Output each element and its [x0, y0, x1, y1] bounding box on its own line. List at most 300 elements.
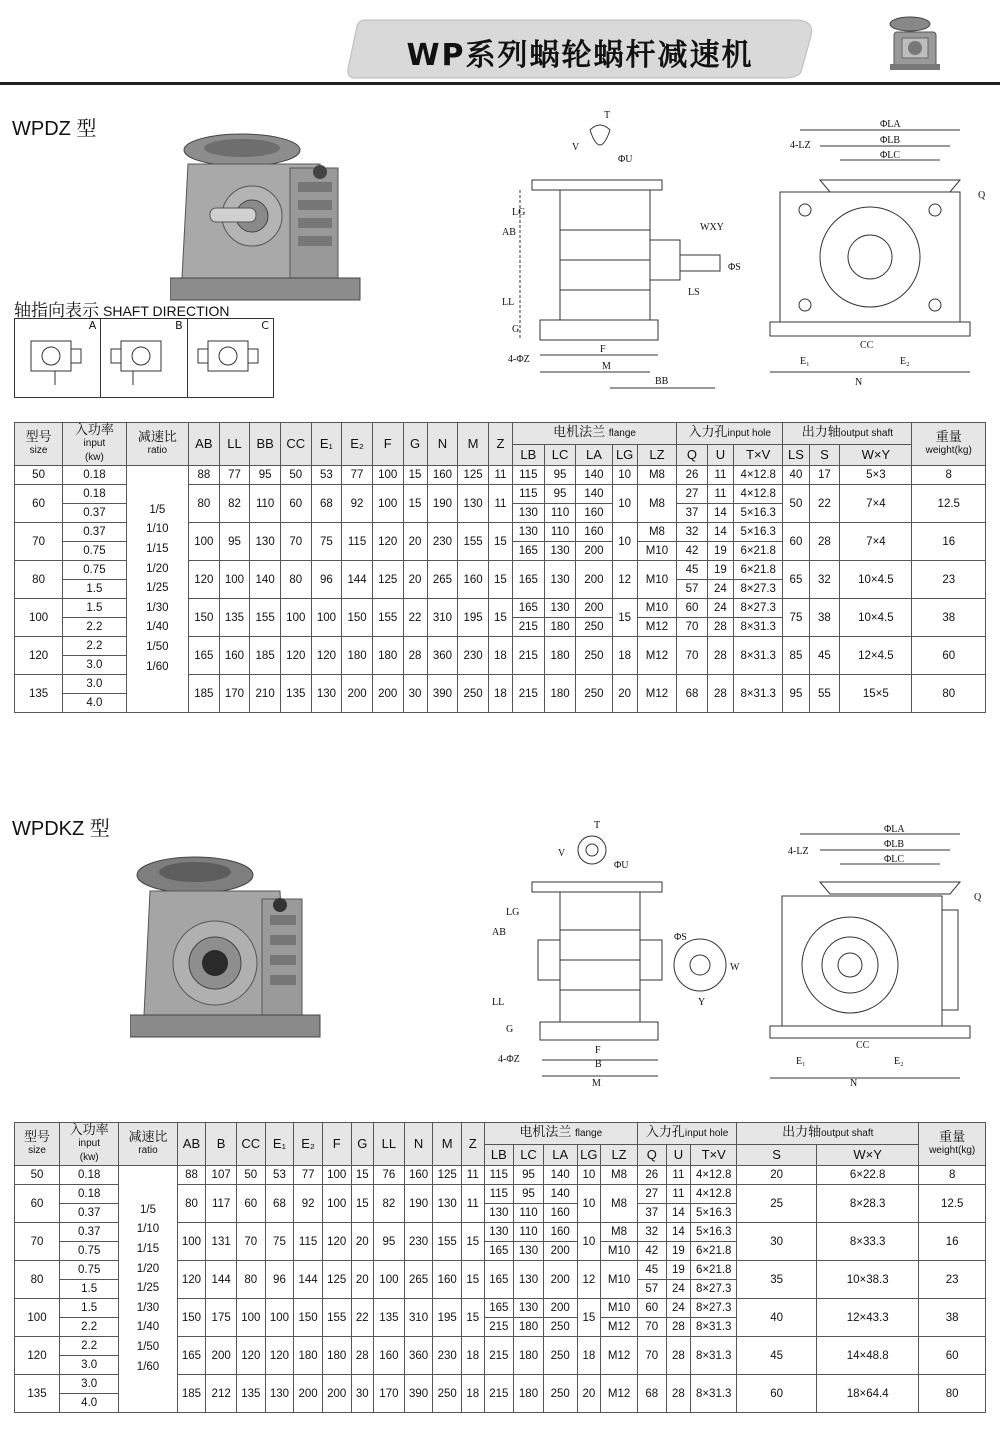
cell-flange-2: 200 — [543, 1242, 577, 1261]
cell-flange-1: 130 — [544, 599, 576, 618]
cell-ratio-list: 1/5 1/10 1/15 1/20 1/25 1/30 1/40 1/50 1/60 — [119, 1166, 177, 1413]
cell-flange-1: 110 — [544, 523, 576, 542]
cell-lz: M8 — [637, 523, 676, 542]
cell-input-kw: 0.18 — [60, 1166, 119, 1185]
cell-flange-0: 115 — [484, 1185, 514, 1204]
cell-weight: 12.5 — [912, 485, 986, 523]
label2-t: T — [594, 820, 601, 831]
cell-dim-1: 107 — [206, 1166, 237, 1185]
cell-lz: M10 — [601, 1299, 638, 1318]
cell-lg: 18 — [577, 1337, 601, 1375]
cell-flange-1: 180 — [514, 1337, 544, 1375]
cell-flange-2: 200 — [576, 561, 612, 599]
cell-input-hole-0: 27 — [677, 485, 708, 504]
cell-dim-4: 92 — [294, 1185, 323, 1223]
header-dim-0: AB — [189, 423, 220, 466]
cell-input-hole-0: 70 — [677, 618, 708, 637]
header-flange-col-0: LB — [484, 1144, 514, 1166]
cell-dim-8: 190 — [404, 1185, 433, 1223]
cell-lz: M12 — [601, 1318, 638, 1337]
cell-dim-7: 170 — [374, 1375, 405, 1413]
cell-input-hole-1: 11 — [666, 1185, 691, 1204]
cell-input-hole-0: 26 — [637, 1166, 666, 1185]
cell-dim-5: 155 — [322, 1299, 351, 1337]
cell-dim-7: 20 — [403, 561, 427, 599]
cell-dim-6: 15 — [351, 1185, 374, 1223]
cell-dim-3: 68 — [265, 1185, 294, 1223]
cell-dim-1: 77 — [219, 466, 250, 485]
cell-flange-0: 165 — [512, 561, 544, 599]
cell-input-kw: 2.2 — [63, 637, 126, 656]
cell-dim-9: 155 — [458, 523, 489, 561]
cell-dim-4: 115 — [294, 1223, 323, 1261]
cell-dim-3: 120 — [280, 637, 311, 675]
wpdkz-side-view-drawing — [490, 820, 740, 1090]
cell-dim-5: 120 — [322, 1223, 351, 1261]
cell-input-kw: 1.5 — [60, 1299, 119, 1318]
cell-dim-0: 88 — [177, 1166, 206, 1185]
cell-dim-4: 75 — [311, 523, 342, 561]
cell-output-2: 10×4.5 — [840, 599, 912, 637]
header-flange-col-2: LA — [543, 1144, 577, 1166]
cell-dim-7: 30 — [403, 675, 427, 713]
cell-input-hole-2: 8×31.3 — [691, 1337, 737, 1375]
cell-dim-6: 22 — [351, 1299, 374, 1337]
shaft-direction-diagrams — [14, 318, 274, 398]
cell-flange-1: 130 — [514, 1242, 544, 1261]
cell-input-hole-1: 11 — [707, 485, 733, 504]
label-e2: E₂ — [900, 356, 910, 367]
cell-dim-1: 212 — [206, 1375, 237, 1413]
cell-output-1: 22 — [809, 485, 840, 523]
cell-dim-4: 120 — [311, 637, 342, 675]
cell-dim-10: 15 — [488, 561, 512, 599]
cell-output-1: 18×64.4 — [817, 1375, 919, 1413]
cell-flange-2: 250 — [543, 1375, 577, 1413]
cell-input-hole-0: 60 — [637, 1299, 666, 1318]
cell-weight: 8 — [912, 466, 986, 485]
cell-dim-8: 310 — [427, 599, 458, 637]
cell-flange-0: 130 — [512, 504, 544, 523]
cell-size: 70 — [15, 1223, 60, 1261]
shaft-direction-cn: 轴指向表示 — [14, 301, 99, 321]
cell-input-hole-2: 6×21.8 — [734, 561, 783, 580]
cell-flange-0: 130 — [484, 1223, 514, 1242]
label-lc: ΦLC — [880, 150, 901, 161]
cell-dim-8: 310 — [404, 1299, 433, 1337]
page-header — [0, 0, 1000, 88]
cell-dim-0: 150 — [189, 599, 220, 637]
cell-input-hole-0: 42 — [677, 542, 708, 561]
cell-dim-5: 144 — [342, 561, 373, 599]
cell-input-hole-2: 5×16.3 — [734, 523, 783, 542]
cell-size: 100 — [15, 1299, 60, 1337]
cell-lz: M10 — [601, 1261, 638, 1299]
cell-dim-2: 135 — [236, 1375, 265, 1413]
cell-output-0: 60 — [783, 523, 809, 561]
cell-dim-4: 180 — [294, 1337, 323, 1375]
cell-dim-1: 135 — [219, 599, 250, 637]
label-u: ΦU — [618, 154, 633, 165]
cell-dim-9: 125 — [433, 1166, 462, 1185]
cell-output-0: 85 — [783, 637, 809, 675]
cell-dim-5: 92 — [342, 485, 373, 523]
cell-dim-3: 53 — [265, 1166, 294, 1185]
label2-e2: E₂ — [894, 1056, 904, 1067]
header-flange-col-2: LA — [576, 444, 612, 466]
header-flange-col-1: LC — [544, 444, 576, 466]
cell-dim-4: 130 — [311, 675, 342, 713]
cell-dim-4: 53 — [311, 466, 342, 485]
cell-size: 80 — [15, 561, 63, 599]
cell-dim-1: 160 — [219, 637, 250, 675]
header-dim-1: B — [206, 1123, 237, 1166]
cell-dim-8: 360 — [427, 637, 458, 675]
cell-dim-5: 180 — [342, 637, 373, 675]
header-input: 入功率 input (kw) — [60, 1123, 119, 1166]
label-g: G — [512, 324, 520, 335]
table-row — [15, 1166, 986, 1185]
cell-dim-0: 88 — [189, 466, 220, 485]
cell-output-1: 6×22.8 — [817, 1166, 919, 1185]
gearbox-thumbnail-icon — [880, 12, 950, 72]
cell-input-hole-0: 70 — [637, 1318, 666, 1337]
cell-weight: 23 — [912, 561, 986, 599]
cell-dim-0: 100 — [177, 1223, 206, 1261]
label2-cc: CC — [856, 1040, 870, 1051]
cell-output-0: 65 — [783, 561, 809, 599]
label-t: T — [604, 110, 611, 121]
label-ab: AB — [502, 227, 516, 238]
cell-dim-8: 190 — [427, 485, 458, 523]
cell-dim-10: 11 — [462, 1185, 485, 1223]
cell-flange-2: 140 — [576, 485, 612, 504]
cell-lg: 15 — [612, 599, 637, 637]
label-lz: 4-LZ — [790, 140, 811, 151]
cell-output-1: 8×28.3 — [817, 1185, 919, 1223]
cell-dim-8: 360 — [404, 1337, 433, 1375]
cell-flange-2: 200 — [576, 599, 612, 618]
label2-v: V — [558, 848, 566, 859]
cell-input-hole-1: 19 — [666, 1261, 691, 1280]
cell-output-1: 14×48.8 — [817, 1337, 919, 1375]
cell-lz: M12 — [601, 1337, 638, 1375]
cell-lg: 20 — [612, 675, 637, 713]
cell-dim-8: 230 — [427, 523, 458, 561]
header-dim-2: CC — [236, 1123, 265, 1166]
cell-dim-6: 180 — [372, 637, 403, 675]
cell-size: 100 — [15, 599, 63, 637]
cell-flange-1: 130 — [514, 1299, 544, 1318]
header-input-hole-col-2: T×V — [691, 1144, 737, 1166]
cell-input-hole-0: 57 — [677, 580, 708, 599]
cell-dim-5: 180 — [322, 1337, 351, 1375]
cell-ratio-list: 1/5 1/10 1/15 1/20 1/25 1/30 1/40 1/50 1/60 — [126, 466, 188, 713]
cell-input-hole-2: 6×21.8 — [691, 1242, 737, 1261]
cell-input-hole-0: 32 — [677, 523, 708, 542]
cell-dim-10: 15 — [462, 1223, 485, 1261]
cell-flange-1: 95 — [544, 485, 576, 504]
header-size: 型号 size — [15, 423, 63, 466]
label-ls: LS — [688, 287, 700, 298]
cell-flange-0: 165 — [484, 1242, 514, 1261]
cell-dim-9: 155 — [433, 1223, 462, 1261]
header-input-hole-col-1: U — [666, 1144, 691, 1166]
cell-size: 120 — [15, 1337, 60, 1375]
cell-lz: M12 — [637, 675, 676, 713]
cell-input-hole-2: 8×31.3 — [734, 618, 783, 637]
label-lg: LG — [512, 207, 526, 218]
cell-input-kw: 0.37 — [60, 1204, 119, 1223]
cell-input-hole-2: 6×21.8 — [734, 542, 783, 561]
cell-input-hole-0: 60 — [677, 599, 708, 618]
header-weight: 重量 weight(kg) — [919, 1123, 986, 1166]
label-s: ΦS — [728, 262, 741, 273]
cell-input-hole-1: 14 — [666, 1204, 691, 1223]
cell-dim-7: 28 — [403, 637, 427, 675]
cell-flange-0: 130 — [484, 1204, 514, 1223]
cell-input-kw: 4.0 — [60, 1394, 119, 1413]
cell-lz: M8 — [637, 485, 676, 523]
cell-weight: 12.5 — [919, 1185, 986, 1223]
cell-output-0: 20 — [737, 1166, 817, 1185]
header-input-hole: 入力孔input hole — [637, 1123, 736, 1145]
cell-input-hole-2: 8×31.3 — [734, 675, 783, 713]
cell-dim-9: 125 — [458, 466, 489, 485]
header-divider — [0, 82, 1000, 85]
cell-output-1: 38 — [809, 599, 840, 637]
cell-size: 135 — [15, 1375, 60, 1413]
cell-input-hole-2: 8×27.3 — [734, 599, 783, 618]
label2-lg: LG — [506, 907, 520, 918]
header-dim-7: LL — [374, 1123, 405, 1166]
cell-dim-10: 11 — [462, 1166, 485, 1185]
cell-flange-2: 200 — [543, 1299, 577, 1318]
cell-output-2: 15×5 — [840, 675, 912, 713]
cell-dim-6: 20 — [351, 1261, 374, 1299]
cell-input-kw: 0.37 — [60, 1223, 119, 1242]
cell-input-kw: 0.37 — [63, 523, 126, 542]
cell-lg: 12 — [612, 561, 637, 599]
cell-dim-7: 95 — [374, 1223, 405, 1261]
cell-output-0: 45 — [737, 1337, 817, 1375]
label-hole: 4-ΦZ — [508, 354, 530, 365]
cell-input-hole-1: 19 — [666, 1242, 691, 1261]
cell-dim-7: 22 — [403, 599, 427, 637]
cell-flange-0: 215 — [484, 1318, 514, 1337]
cell-output-1: 17 — [809, 466, 840, 485]
label-m: M — [602, 361, 611, 372]
cell-dim-0: 150 — [177, 1299, 206, 1337]
cell-input-hole-2: 5×16.3 — [734, 504, 783, 523]
header-flange-col-4: LZ — [637, 444, 676, 466]
cell-input-hole-2: 4×12.8 — [691, 1185, 737, 1204]
label-ll: LL — [502, 297, 515, 308]
label2-m: M — [592, 1078, 601, 1089]
cell-dim-0: 165 — [177, 1337, 206, 1375]
shaft-diagram-c — [188, 319, 273, 397]
cell-flange-1: 130 — [544, 542, 576, 561]
cell-output-2: 7×4 — [840, 523, 912, 561]
cell-lz: M10 — [601, 1242, 638, 1261]
cell-dim-2: 110 — [250, 485, 281, 523]
cell-input-kw: 1.5 — [60, 1280, 119, 1299]
cell-dim-0: 165 — [189, 637, 220, 675]
cell-weight: 80 — [912, 675, 986, 713]
label2-g: G — [506, 1024, 514, 1035]
cell-dim-2: 70 — [236, 1223, 265, 1261]
cell-input-kw: 2.2 — [60, 1337, 119, 1356]
cell-dim-1: 175 — [206, 1299, 237, 1337]
cell-lz: M12 — [637, 637, 676, 675]
cell-input-hole-0: 45 — [637, 1261, 666, 1280]
header-output-col-2: W×Y — [840, 444, 912, 466]
cell-flange-0: 165 — [484, 1261, 514, 1299]
cell-lz: M12 — [637, 618, 676, 637]
header-dim-4: E₂ — [294, 1123, 323, 1166]
cell-input-kw: 0.37 — [63, 504, 126, 523]
cell-dim-6: 30 — [351, 1375, 374, 1413]
header-output-col-1: W×Y — [817, 1144, 919, 1166]
cell-lz: M8 — [601, 1185, 638, 1223]
header-dim-7: G — [403, 423, 427, 466]
cell-dim-9: 250 — [433, 1375, 462, 1413]
cell-input-hole-0: 70 — [677, 637, 708, 675]
cell-lg: 10 — [612, 485, 637, 523]
cell-input-kw: 0.75 — [63, 561, 126, 580]
cell-input-kw: 2.2 — [63, 618, 126, 637]
label-wxy: WXY — [700, 222, 724, 233]
cell-dim-0: 120 — [189, 561, 220, 599]
cell-dim-1: 95 — [219, 523, 250, 561]
cell-dim-5: 200 — [322, 1375, 351, 1413]
cell-flange-2: 140 — [543, 1166, 577, 1185]
header-output-col-0: S — [737, 1144, 817, 1166]
header-dim-4: E₁ — [311, 423, 342, 466]
cell-input-hole-0: 26 — [677, 466, 708, 485]
cell-flange-1: 95 — [514, 1185, 544, 1204]
cell-input-hole-1: 28 — [666, 1318, 691, 1337]
cell-dim-6: 155 — [372, 599, 403, 637]
cell-dim-7: 82 — [374, 1185, 405, 1223]
cell-dim-5: 200 — [342, 675, 373, 713]
cell-dim-0: 185 — [177, 1375, 206, 1413]
header-size: 型号 size — [15, 1123, 60, 1166]
cell-flange-0: 115 — [512, 485, 544, 504]
cell-flange-2: 140 — [576, 466, 612, 485]
header-weight: 重量 weight(kg) — [912, 423, 986, 466]
cell-size: 135 — [15, 675, 63, 713]
header-ratio: 减速比 ratio — [126, 423, 188, 466]
cell-output-0: 50 — [783, 485, 809, 523]
cell-flange-2: 160 — [543, 1204, 577, 1223]
cell-output-0: 30 — [737, 1223, 817, 1261]
cell-input-hole-2: 8×31.3 — [691, 1318, 737, 1337]
cell-dim-3: 96 — [265, 1261, 294, 1299]
cell-dim-10: 15 — [488, 599, 512, 637]
cell-dim-10: 15 — [462, 1299, 485, 1337]
cell-dim-5: 150 — [342, 599, 373, 637]
cell-dim-2: 120 — [236, 1337, 265, 1375]
cell-input-hole-2: 8×31.3 — [691, 1375, 737, 1413]
header-flange-col-3: LG — [612, 444, 637, 466]
cell-dim-7: 135 — [374, 1299, 405, 1337]
cell-dim-9: 160 — [458, 561, 489, 599]
header-output-col-0: LS — [783, 444, 809, 466]
cell-dim-10: 18 — [462, 1337, 485, 1375]
cell-output-1: 28 — [809, 523, 840, 561]
cell-output-0: 40 — [737, 1299, 817, 1337]
cell-dim-8: 230 — [404, 1223, 433, 1261]
cell-input-hole-1: 11 — [666, 1166, 691, 1185]
cell-input-hole-1: 24 — [666, 1280, 691, 1299]
cell-weight: 38 — [919, 1299, 986, 1337]
cell-dim-6: 15 — [351, 1166, 374, 1185]
cell-dim-6: 100 — [372, 485, 403, 523]
label2-lc: ΦLC — [884, 854, 905, 865]
title-banner — [345, 16, 815, 80]
wpdz-product-photo — [170, 128, 370, 308]
cell-output-2: 5×3 — [840, 466, 912, 485]
cell-flange-0: 165 — [512, 599, 544, 618]
label-cc: CC — [860, 340, 874, 351]
cell-flange-0: 215 — [512, 637, 544, 675]
cell-dim-8: 160 — [427, 466, 458, 485]
cell-flange-2: 160 — [576, 523, 612, 542]
cell-flange-0: 215 — [484, 1375, 514, 1413]
cell-output-0: 25 — [737, 1185, 817, 1223]
cell-output-1: 55 — [809, 675, 840, 713]
page-title: WP系列蜗轮蜗杆减速机 — [406, 38, 754, 73]
header-dim-0: AB — [177, 1123, 206, 1166]
shaft-label-b: B — [175, 319, 183, 332]
cell-lz: M12 — [601, 1375, 638, 1413]
header-flange-col-3: LG — [577, 1144, 601, 1166]
cell-dim-3: 50 — [280, 466, 311, 485]
cell-flange-2: 160 — [576, 504, 612, 523]
cell-input-hole-1: 28 — [707, 618, 733, 637]
label2-lb: ΦLB — [884, 839, 905, 850]
label2-la: ΦLA — [884, 824, 905, 835]
cell-flange-0: 165 — [512, 542, 544, 561]
cell-dim-1: 131 — [206, 1223, 237, 1261]
cell-lg: 18 — [612, 637, 637, 675]
cell-dim-2: 80 — [236, 1261, 265, 1299]
cell-input-hole-0: 57 — [637, 1280, 666, 1299]
cell-input-hole-2: 4×12.8 — [691, 1166, 737, 1185]
cell-flange-1: 180 — [514, 1375, 544, 1413]
label2-s: ΦS — [674, 932, 687, 943]
cell-output-2: 7×4 — [840, 485, 912, 523]
label2-y: Y — [698, 997, 706, 1008]
cell-lg: 10 — [577, 1223, 601, 1261]
cell-dim-8: 160 — [404, 1166, 433, 1185]
cell-input-hole-1: 28 — [666, 1337, 691, 1375]
cell-lz: M8 — [601, 1166, 638, 1185]
cell-output-1: 10×38.3 — [817, 1261, 919, 1299]
header-flange-col-1: LC — [514, 1144, 544, 1166]
cell-dim-4: 200 — [294, 1375, 323, 1413]
cell-flange-2: 250 — [543, 1318, 577, 1337]
cell-flange-2: 250 — [576, 637, 612, 675]
cell-input-hole-0: 70 — [637, 1337, 666, 1375]
cell-dim-10: 15 — [462, 1261, 485, 1299]
cell-dim-6: 120 — [372, 523, 403, 561]
table-row — [15, 466, 986, 485]
cell-input-hole-1: 28 — [707, 637, 733, 675]
cell-output-1: 8×33.3 — [817, 1223, 919, 1261]
cell-dim-2: 130 — [250, 523, 281, 561]
